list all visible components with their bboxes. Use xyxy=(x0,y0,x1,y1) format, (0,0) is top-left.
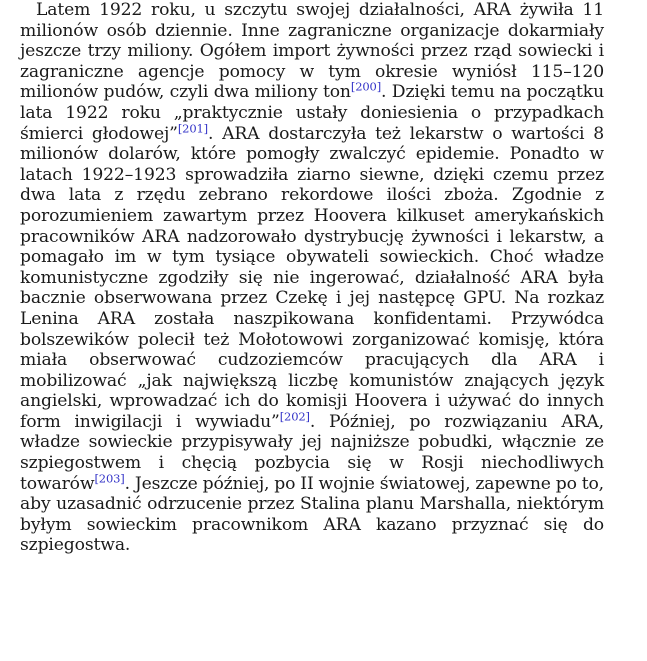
paragraph-text: Latem 1922 roku, u szczytu swojej działalności, ARA żywiła 11 milionów osób dziennie. Inne zagraniczne organizacje dokarmiały jeszcze trzy miliony. Ogółem import żywności przez rząd sowiecki i zagraniczne agencje pomocy w tym okresie wyniósł 115–120 milionów pudów, czyli dwa miliony ton xyxy=(20,0,604,103)
citation-link-203[interactable]: [203] xyxy=(94,470,125,485)
body-paragraph xyxy=(20,0,604,556)
citation-link-202[interactable]: [202] xyxy=(279,409,310,424)
citation-link-201[interactable]: [201] xyxy=(177,120,208,135)
citation-link-200[interactable]: [200] xyxy=(350,79,382,94)
paragraph-text: . Dzięki temu na początku lata 1922 roku „praktycznie ustały doniesienia o przypadkach śmierci głodowej” xyxy=(20,82,604,144)
paragraph-text: . Jeszcze później, po II wojnie światowej, zapewne po to, aby uzasadnić odrzucenie przez Stalina planu Marshalla, niektórym byłym sowieckim pracownikom ARA kazano przyznać się do szpiegostwa. xyxy=(20,473,604,556)
document-page xyxy=(20,0,604,556)
paragraph-text: . Później, po rozwiązaniu ARA, władze sowieckie przypisywały jej najniższe pobudki, włącznie ze szpiegostwem i chęcią pozbycia się w Rosji niechodliwych towarów xyxy=(20,411,604,494)
paragraph-text: . ARA dostarczyła też lekarstw o wartości 8 milionów dolarów, które pomogły zwalczyć epidemie. Ponadto w latach 1922–1923 sprowadziła ziarno siewne, dzięki czemu przez dwa lata z rzędu zebrano rekordowe ilości zboża. Zgodnie z porozumieniem zawartym przez Hoovera kilkuset amerykańskich pracowników ARA nadzorowało dystrybucję żywności i lekarstw, a pomagało im w tym tysiące obywateli sowieckich. Choć władze komunistyczne zgodziły się nie ingerować, działalność ARA była bacznie obserwowana przez Czekę i jej następcę GPU. Na rozkaz Lenina ARA została naszpikowana konfidentami. Przywódca bolszewików polecił też Mołotowowi zorganizować komisję, która miała obserwować cudzoziemców pracujących dla ARA i mobilizować „jak największą liczbę komunistów znających język angielski, wprowadzać ich do komisji Hoovera i używać do innych form inwigilacji i wywiadu” xyxy=(20,123,604,432)
